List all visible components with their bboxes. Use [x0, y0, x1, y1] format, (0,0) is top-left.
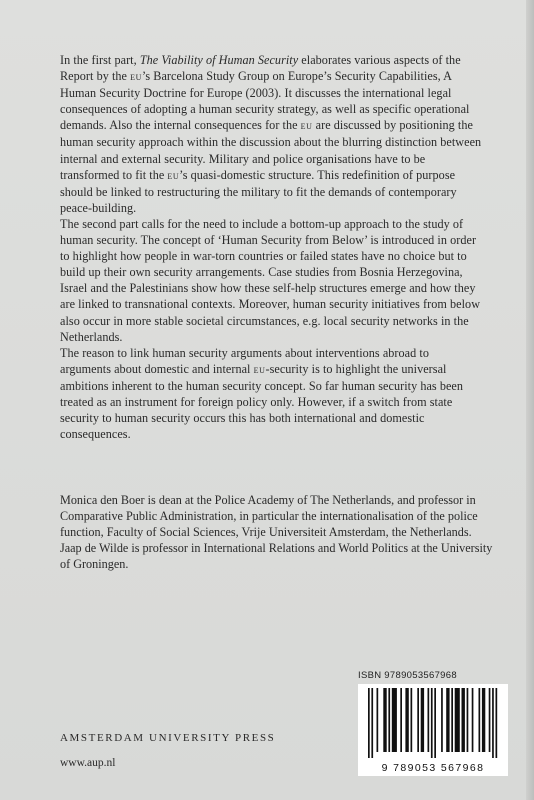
- barcode-bars: [362, 688, 504, 758]
- blurb-paragraph-2: The second part calls for the need to include a bottom-up approach to the study of human security. The concept of ‘Human Security from Below’ is introduced in order to highlight how people in war-torn countries or failed states have no choice but to build up their own security arrangements. Case studies from Bosnia Herzegovina, Israel and the Palestinians show how these self-help structures emerge and how they are linked to transnational contexts. Moreover, human security initiatives from below also occur in more stable societal circumstances, e.g. local security networks in the Netherlands.: [60, 216, 481, 344]
- blurb-paragraph-1: In the first part, The Viability of Human Security elaborates various aspects of the Report by the eu’s Barcelona Study Group on Europe’s Security Capabilities, A Human Security Doctrine for Europe (2003). It discusses the international legal consequences of adopting a human security strategy, as well as specific operational demands. Also the internal consequences for the eu are discussed by positioning the human security approach within the discussion about the blurring distinction between internal and external security. Military and police organisations have to be transformed to fit the eu’s quasi-domestic structure. This redefinition of purpose should be linked to restructuring the military to fit the demands of contemporary peace-building.: [60, 53, 482, 215]
- author-bios: [60, 492, 500, 572]
- isbn-block: [358, 670, 508, 778]
- author-bio-1: Monica den Boer is dean at the Police Academy of The Netherlands, and professor in Comparative Public Administration, in particular the internationalisation of the police function, Faculty of Social Sciences, Vrije Universiteit Amsterdam, the Netherlands.: [60, 493, 478, 540]
- isbn-label: ISBN 9789053567968: [358, 670, 457, 681]
- blurb: [60, 52, 482, 442]
- publisher-name: AMSTERDAM UNIVERSITY PRESS: [60, 732, 276, 744]
- blurb-paragraph-3: The reason to link human security arguments about interventions abroad to arguments about domestic and internal eu-security is to highlight the universal ambitions inherent to the human security concept. So far human security has been treated as an instrument for foreign policy only. However, if a switch from state security to human security occurs this has both international and domestic consequences.: [60, 345, 464, 442]
- book-title: The Viability of Human Security: [139, 53, 299, 67]
- barcode-digits: 9 789053 567968: [381, 762, 485, 774]
- cover-edge: [526, 0, 534, 800]
- publisher-url: www.aup.nl: [60, 757, 116, 769]
- barcode: [358, 684, 508, 776]
- author-bio-2: Jaap de Wilde is professor in International Relations and World Politics at the University of Groningen.: [60, 541, 493, 572]
